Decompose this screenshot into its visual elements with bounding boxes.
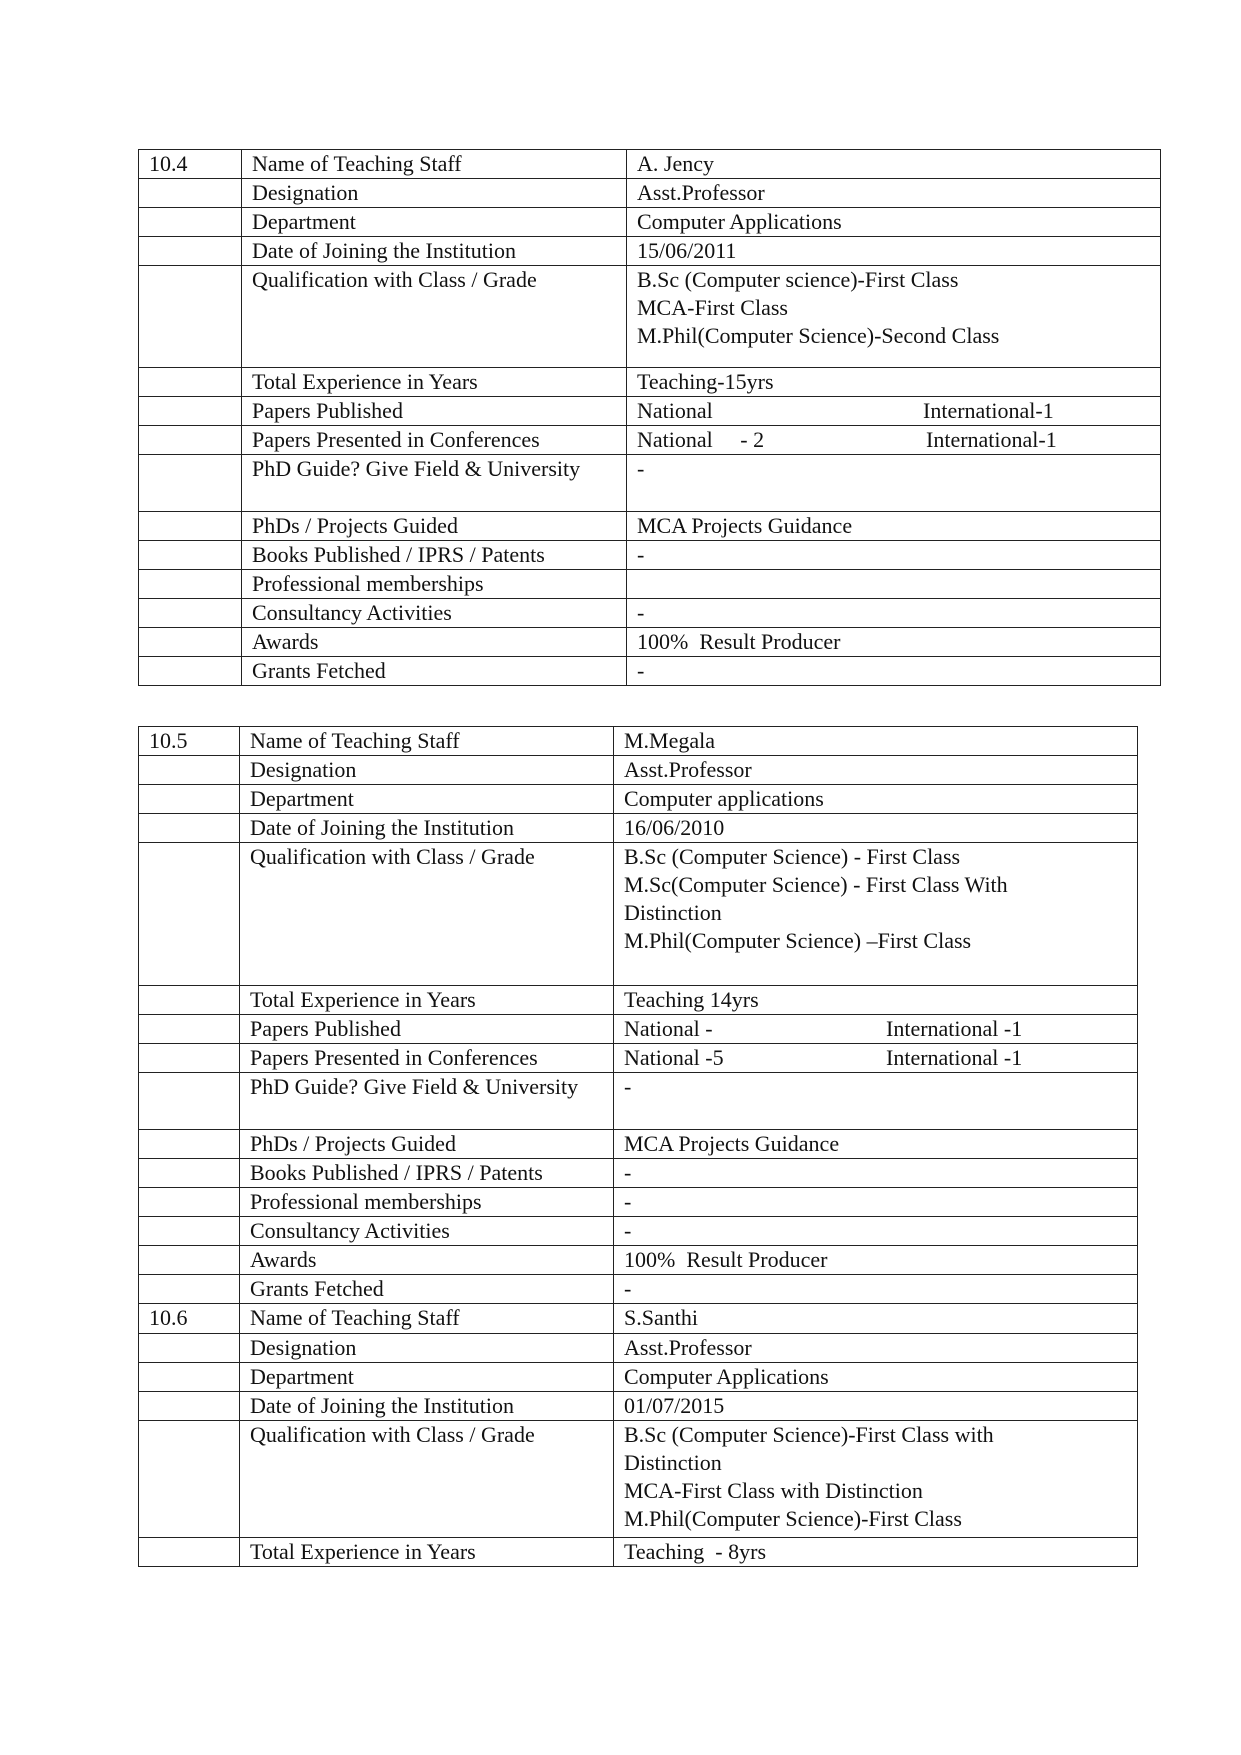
field-value: - [614,1159,1138,1188]
field-value: S.Santhi [614,1304,1138,1334]
staff-table-10-5-10-6 [138,726,1138,1567]
blank-cell [139,208,242,237]
field-label: Qualification with Class / Grade [240,1421,614,1538]
staff-table-10-4 [138,149,1161,686]
field-label: Grants Fetched [242,657,627,686]
blank-cell [139,1044,240,1073]
field-value: National -5 International -1 [614,1044,1138,1073]
field-label: PhD Guide? Give Field & University [242,455,627,512]
blank-cell [139,368,242,397]
field-value: 100% Result Producer [614,1246,1138,1275]
field-value: Teaching - 8yrs [614,1538,1138,1567]
field-label: Awards [240,1246,614,1275]
blank-cell [139,179,242,208]
field-value: Computer Applications [614,1363,1138,1392]
field-label: Date of Joining the Institution [242,237,627,266]
field-label: Papers Published [240,1015,614,1044]
section-number: 10.4 [139,150,242,179]
field-label: Designation [240,756,614,785]
field-value: - [627,455,1161,512]
field-label: Department [240,1363,614,1392]
field-value: Asst.Professor [627,179,1161,208]
blank-cell [139,266,242,368]
blank-cell [139,756,240,785]
field-label: Total Experience in Years [240,1538,614,1567]
field-label: Designation [242,179,627,208]
field-value [627,570,1161,599]
field-label: PhDs / Projects Guided [242,512,627,541]
field-value: B.Sc (Computer science)-First Class MCA-First Class M.Phil(Computer Science)-Second Class [627,266,1161,368]
field-value: - [614,1073,1138,1130]
field-value: MCA Projects Guidance [614,1130,1138,1159]
blank-cell [139,570,242,599]
field-label: Date of Joining the Institution [240,814,614,843]
blank-cell [139,1275,240,1304]
blank-cell [139,455,242,512]
blank-cell [139,1363,240,1392]
field-value: MCA Projects Guidance [627,512,1161,541]
blank-cell [139,541,242,570]
field-value: National - 2 International-1 [627,426,1161,455]
section-number: 10.5 [139,727,240,756]
field-value: - [627,541,1161,570]
blank-cell [139,785,240,814]
blank-cell [139,1015,240,1044]
field-value: 16/06/2010 [614,814,1138,843]
blank-cell [139,1246,240,1275]
field-label: Department [240,785,614,814]
section-number: 10.6 [139,1304,240,1334]
field-label: PhD Guide? Give Field & University [240,1073,614,1130]
blank-cell [139,1159,240,1188]
blank-cell [139,1421,240,1538]
blank-cell [139,237,242,266]
field-label: Books Published / IPRS / Patents [242,541,627,570]
field-value: Asst.Professor [614,756,1138,785]
field-value: Computer applications [614,785,1138,814]
blank-cell [139,397,242,426]
field-label: Grants Fetched [240,1275,614,1304]
blank-cell [139,628,242,657]
field-label: Name of Teaching Staff [242,150,627,179]
field-value: Asst.Professor [614,1334,1138,1363]
field-label: Papers Presented in Conferences [240,1044,614,1073]
field-value: Teaching-15yrs [627,368,1161,397]
field-value: 100% Result Producer [627,628,1161,657]
field-label: Consultancy Activities [240,1217,614,1246]
blank-cell [139,814,240,843]
field-value: 01/07/2015 [614,1392,1138,1421]
field-value: - [627,599,1161,628]
field-value: Teaching 14yrs [614,986,1138,1015]
blank-cell [139,986,240,1015]
blank-cell [139,1130,240,1159]
field-value: National - International -1 [614,1015,1138,1044]
field-value: - [627,657,1161,686]
field-label: Name of Teaching Staff [240,727,614,756]
field-value: - [614,1275,1138,1304]
field-label: Professional memberships [240,1188,614,1217]
field-value: - [614,1188,1138,1217]
field-label: Papers Published [242,397,627,426]
field-value: M.Megala [614,727,1138,756]
field-value: Computer Applications [627,208,1161,237]
field-label: Department [242,208,627,237]
blank-cell [139,512,242,541]
field-value: B.Sc (Computer Science) - First Class M.Sc(Computer Science) - First Class With Distinction M.Phil(Computer Science) –First Class [614,843,1138,986]
field-label: Professional memberships [242,570,627,599]
field-label: Designation [240,1334,614,1363]
blank-cell [139,426,242,455]
field-label: PhDs / Projects Guided [240,1130,614,1159]
field-label: Awards [242,628,627,657]
field-value: 15/06/2011 [627,237,1161,266]
blank-cell [139,1392,240,1421]
field-label: Name of Teaching Staff [240,1304,614,1334]
field-value: - [614,1217,1138,1246]
field-label: Papers Presented in Conferences [242,426,627,455]
field-value: National International-1 [627,397,1161,426]
field-label: Qualification with Class / Grade [242,266,627,368]
field-label: Qualification with Class / Grade [240,843,614,986]
blank-cell [139,843,240,986]
field-label: Books Published / IPRS / Patents [240,1159,614,1188]
field-label: Consultancy Activities [242,599,627,628]
field-label: Date of Joining the Institution [240,1392,614,1421]
blank-cell [139,1334,240,1363]
blank-cell [139,1538,240,1567]
field-value: A. Jency [627,150,1161,179]
blank-cell [139,657,242,686]
field-value: B.Sc (Computer Science)-First Class with Distinction MCA-First Class with Distinction M.Phil(Computer Science)-First Class [614,1421,1138,1538]
blank-cell [139,1073,240,1130]
blank-cell [139,1217,240,1246]
field-label: Total Experience in Years [242,368,627,397]
blank-cell [139,599,242,628]
blank-cell [139,1188,240,1217]
field-label: Total Experience in Years [240,986,614,1015]
